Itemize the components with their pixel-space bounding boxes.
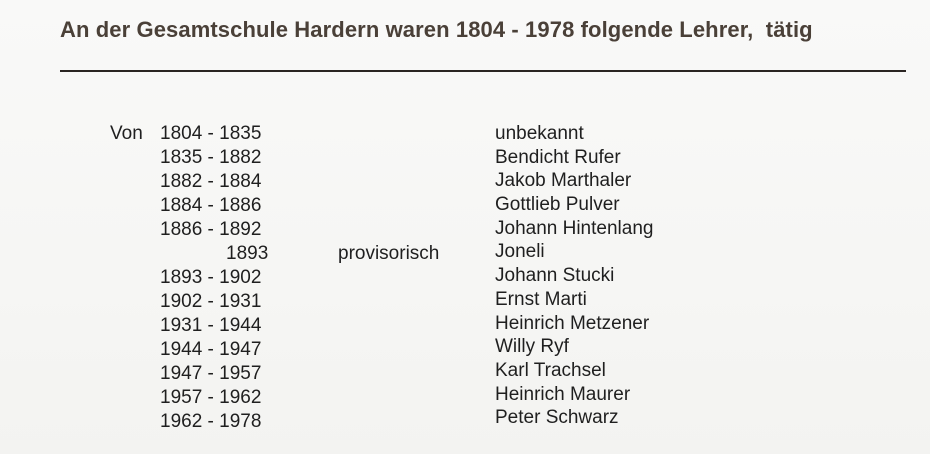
teacher-name: Willy Ryf <box>495 336 569 358</box>
year-range: 1893 - 1902 <box>160 267 262 288</box>
teacher-name: Gottlieb Pulver <box>495 194 620 216</box>
teacher-name: Joneli <box>495 241 545 263</box>
teacher-name: unbekannt <box>495 123 584 144</box>
year-range: 1947 - 1957 <box>160 363 262 384</box>
page-title: An der Gesamtschule Hardern waren 1804 - 1978 folgende Lehrer, tätig <box>60 17 813 42</box>
year-range: 1962 - 1978 <box>160 411 262 432</box>
year-range: 1902 - 1931 <box>160 291 262 312</box>
teacher-name: Ernst Marti <box>495 288 587 310</box>
teacher-name: Johann Stucki <box>495 265 615 287</box>
years-column <box>160 122 290 434</box>
year-range: 1957 - 1962 <box>160 387 262 408</box>
von-label: Von <box>110 123 143 144</box>
teacher-name: Jakob Marthaler <box>495 170 632 192</box>
year-range: 1804 - 1835 <box>160 123 262 144</box>
year-range: 1835 - 1882 <box>160 147 262 168</box>
teacher-name: Peter Schwarz <box>495 407 619 429</box>
year-range: 1893 <box>226 243 269 264</box>
teacher-name: Heinrich Maurer <box>495 383 631 405</box>
teacher-name: Karl Trachsel <box>495 359 606 381</box>
teacher-name: Bendicht Rufer <box>495 146 621 168</box>
year-range: 1931 - 1944 <box>160 315 262 336</box>
year-range: 1882 - 1884 <box>160 171 262 192</box>
teacher-name: Johann Hintenlang <box>495 217 654 239</box>
teacher-name: Heinrich Metzener <box>495 312 650 334</box>
year-range: 1884 - 1886 <box>160 195 262 216</box>
year-range: 1886 - 1892 <box>160 219 262 240</box>
title-underline <box>60 70 906 72</box>
teacher-names-column <box>495 122 755 430</box>
year-range: 1944 - 1947 <box>160 339 262 360</box>
provisional-note: provisorisch <box>338 243 440 264</box>
